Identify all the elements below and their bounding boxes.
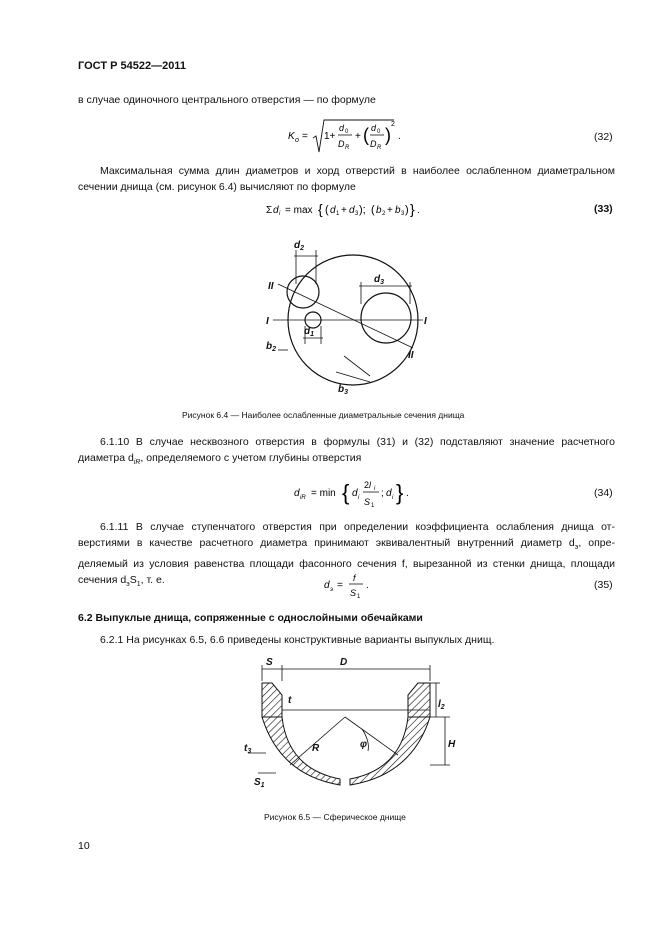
paragraph-text: 6.1.10 В случае несквозного отверстия в формулы (31) и (32) подставляют значение расчетного диаметра d [78,436,615,464]
svg-text:l2: $l_2$ [438,699,445,711]
paragraph-text: , опре-деляемый из условия равенства площади фасонного сечения f, вырезанной из стенки днища, площади сечения d [78,537,615,587]
paragraph-6-2-1: 6.2.1 На рисунках 6.5, 6.6 приведены конструктивные варианты выпуклых днищ. [100,634,495,646]
equation-32 [286,116,426,156]
svg-text:.: . [417,205,420,216]
svg-text:2l: 2l [364,480,372,490]
svg-text:2: 2 [382,211,386,217]
svg-text:II: II [408,350,414,361]
equation-number: (35) [594,579,613,591]
svg-text:1: 1 [357,594,361,600]
paragraph-6-1-10 [78,434,615,471]
svg-text:}: } [410,201,415,217]
svg-text:D: D [338,139,345,149]
svg-text:+: + [387,205,393,216]
svg-text:I: I [266,316,269,327]
subscript: э [126,581,130,589]
svg-text:{: { [342,480,350,505]
svg-text:d: d [349,205,355,216]
figure-6-5-drawing [240,655,470,800]
left-wall [262,717,340,785]
svg-text:Σ: Σ [266,205,273,216]
svg-text:d: d [273,205,279,216]
equation-33-graphic [264,198,444,220]
svg-text:.: . [366,580,369,591]
svg-text:S: S [266,657,273,668]
svg-text:R: R [377,145,382,151]
svg-text:3: 3 [355,211,359,217]
svg-text:b2: $b_2$ [266,341,277,353]
svg-text:d: d [371,123,377,133]
svg-text:i: i [374,486,376,492]
svg-text:=: = [337,580,343,591]
svg-text:II: II [268,281,274,292]
svg-text:(: ( [363,125,369,145]
equation-32-graphic [286,116,426,156]
equation-number: (33) [594,203,613,215]
figure-6-4 [258,232,438,402]
svg-text:(: ( [325,204,329,216]
hole-d2 [287,276,319,308]
paragraph-text: S [129,574,137,587]
svg-text:iR: iR [300,495,306,501]
svg-text:o: o [295,137,299,144]
svg-text:S1: $S_1$ [254,777,265,789]
svg-text:D: D [370,139,377,149]
equation-34-graphic [292,474,422,514]
svg-text:{: { [318,201,323,217]
svg-text:d: d [324,580,330,591]
svg-text:t3: $t_3$ [244,743,252,755]
equation-33 [264,198,444,220]
svg-text:3: 3 [401,211,405,217]
svg-text:b: b [395,205,401,216]
svg-text:d: d [386,488,392,499]
svg-text:R: R [312,743,320,754]
svg-text:d: d [330,205,336,216]
figure-6-4-caption: Рисунок 6.4 — Наиболее ослабленные диаметральные сечения днища [182,410,465,420]
figure-6-5-caption: Рисунок 6.5 — Сферическое днище [264,812,406,822]
right-wall [350,717,430,785]
paragraph-text: , т. е. [140,574,165,587]
subscript: э [574,544,579,552]
svg-text:d: d [352,488,358,499]
svg-text:);: ); [359,204,366,216]
svg-text:t: t [288,695,292,706]
svg-text:d: d [339,123,345,133]
svg-text:.: . [398,131,401,142]
paragraph-text: 6.1.11 В случае ступенчатого отверстия при определении коэффициента ослабления днища от-верстиями в качестве расчетного диаметра принимают эквивалентный внутренний диаметр d [78,521,615,549]
svg-text:i: i [358,495,360,501]
svg-text:= min: = min [311,488,336,499]
svg-text:i: i [392,495,394,501]
svg-text:H: H [448,739,456,750]
svg-text:d: d [294,488,300,499]
svg-text:b: b [376,205,382,216]
svg-text:S: S [350,588,357,598]
svg-text:K: K [288,131,295,142]
equation-34 [292,474,422,514]
svg-text:i: i [279,211,281,217]
left-flange [262,683,282,717]
svg-text:0: 0 [377,129,381,135]
svg-text:+: + [355,131,361,142]
svg-text:.: . [406,488,409,499]
section-heading-6-2: 6.2 Выпуклые днища, сопряженные с однослойными обечайками [78,612,423,624]
svg-text:): ) [385,125,391,145]
svg-text:φ: φ [360,739,368,750]
equation-35 [322,570,392,606]
equation-35-graphic [322,570,392,606]
figure-6-5 [240,655,470,800]
svg-text:d1: $d_1$ [304,326,315,338]
document-header: ГОСТ Р 54522—2011 [78,60,186,72]
svg-text:1: 1 [371,503,375,509]
svg-text:): ) [405,204,409,216]
svg-text:;: ; [381,488,384,499]
paragraph-single-hole: в случае одиночного центрального отверстия — по формуле [78,94,376,106]
paragraph-max-sum: Максимальная сумма длин диаметров и хорд отверстий в наиболее ослабленном диаметральном сечении днища (см. рисунок 6.4) вычисляют по формуле [78,165,615,193]
svg-text:S: S [364,497,371,507]
svg-text:d2: $d_2$ [294,240,305,252]
svg-text:}: } [396,480,404,505]
svg-text:2: 2 [391,121,395,128]
svg-text:D: D [340,657,348,668]
svg-text:f: f [353,573,356,583]
paragraph-text: , определяемого с учетом глубины отверстия [140,452,362,464]
svg-text:d3: $d_3$ [374,274,385,286]
svg-text:(: ( [371,204,375,216]
svg-text:b3: $b_3$ [338,384,349,396]
svg-text:= max: = max [285,205,313,216]
svg-text:R: R [345,145,350,151]
equation-number: (32) [594,131,613,143]
svg-text:I: I [424,316,427,327]
svg-text:1: 1 [336,211,340,217]
svg-text:=: = [302,131,308,142]
right-flange [408,683,430,717]
svg-text:+: + [341,205,347,216]
subscript: 1 [136,581,141,589]
equation-number: (34) [594,487,613,499]
svg-text:1+: 1+ [324,131,336,142]
subscript: iR [133,459,141,467]
figure-6-4-drawing [258,232,438,402]
svg-text:0: 0 [345,129,349,135]
svg-text:э: э [330,587,334,593]
page-number: 10 [78,840,90,852]
